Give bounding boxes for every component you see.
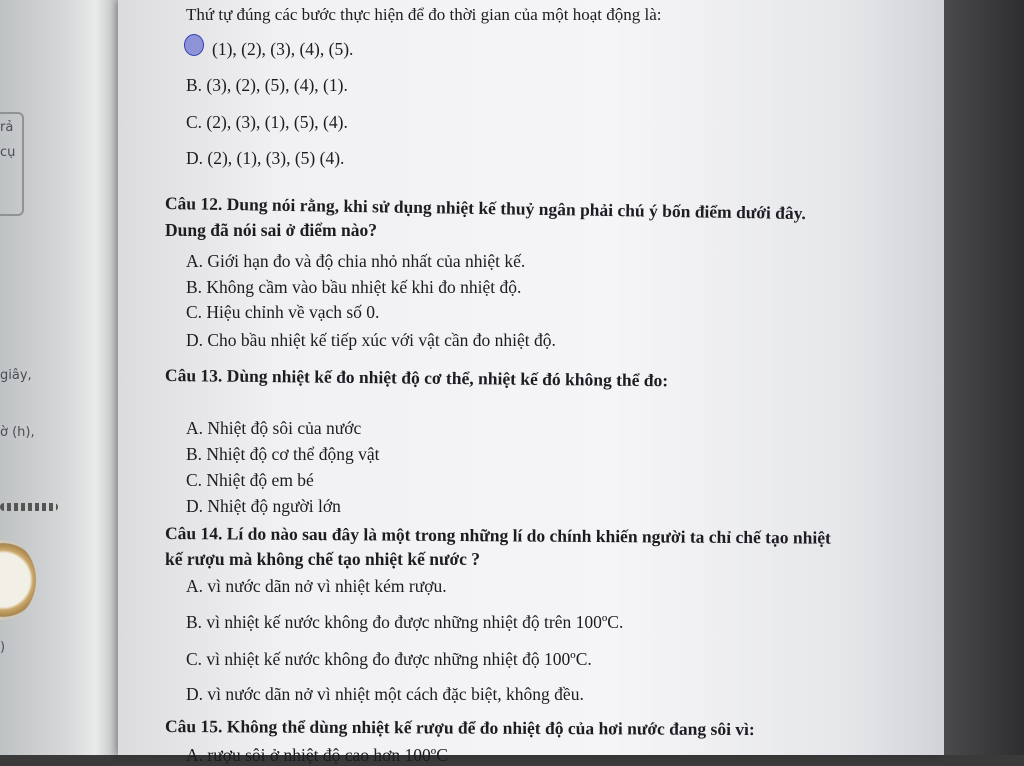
- left-page-fragment: giây,: [0, 368, 32, 383]
- intro-line: Thứ tự đúng các bước thực hiện để đo thời gian của một hoạt động là:: [186, 5, 662, 24]
- q12-title: Câu 12. Dung nói rằng, khi sử dụng nhiệt kế thuỷ ngân phải chú ý bốn điểm dưới đây.: [164, 193, 807, 224]
- left-page-fragment: cụ: [0, 145, 16, 160]
- q12-option-c: C. Hiệu chỉnh về vạch số 0.: [186, 302, 380, 322]
- q13-option-a: A. Nhiệt độ sôi của nước: [186, 418, 362, 438]
- adjacent-book-page: [0, 0, 120, 755]
- background-edge: [944, 0, 1024, 755]
- q11-option-c: C. (2), (3), (1), (5), (4).: [186, 112, 348, 132]
- q12-option-d: D. Cho bầu nhiệt kế tiếp xúc với vật cần đo nhiệt độ.: [186, 330, 556, 350]
- left-page-fragment: ờ (h),: [0, 425, 35, 440]
- q14-title-line2: kế rượu mà không chế tạo nhiệt kế nước ?: [165, 549, 481, 569]
- q14-option-c: C. vì nhiệt kế nước không đo được những nhiệt độ 100ºC.: [186, 649, 592, 669]
- q14-option-d: D. vì nước dãn nở vì nhiệt một cách đặc biệt, không đều.: [186, 684, 584, 704]
- q15-option-a-partial: A. rượu sôi ở nhiệt độ cao hơn 100ºC: [186, 745, 448, 765]
- q11-option-a: (1), (2), (3), (4), (5).: [212, 39, 354, 59]
- left-page-fragment: rả: [0, 120, 14, 135]
- clock-illustration: [0, 540, 36, 620]
- q13-title: Câu 13. Dùng nhiệt kế đo nhiệt độ cơ thể, nhiệt kế đó không thể đo:: [164, 365, 669, 391]
- q11-option-b: B. (3), (2), (5), (4), (1).: [186, 75, 348, 95]
- left-page-fragment: ): [0, 640, 6, 655]
- q14-option-b: B. vì nhiệt kế nước không đo được những nhiệt độ trên 100ºC.: [186, 612, 624, 632]
- q12-title-line2: Dung đã nói sai ở điểm nào?: [165, 220, 377, 240]
- q12-option-a: A. Giới hạn đo và độ chia nhỏ nhất của nhiệt kế.: [186, 251, 526, 271]
- decorative-dots: [0, 503, 58, 511]
- q12-option-b: B. Không cầm vào bầu nhiệt kế khi đo nhiệt độ.: [186, 277, 522, 297]
- q15-title: Câu 15. Không thể dùng nhiệt kế rượu để đo nhiệt độ của hơi nước đang sôi vì:: [164, 716, 755, 740]
- q13-option-b: B. Nhiệt độ cơ thể động vật: [186, 444, 380, 464]
- q14-option-a: A. vì nước dãn nở vì nhiệt kém rượu.: [186, 576, 447, 596]
- q11-option-d: D. (2), (1), (3), (5) (4).: [186, 148, 345, 168]
- q14-title: Câu 14. Lí do nào sau đây là một trong những lí do chính khiến người ta chỉ chế tạo nhiệt: [164, 523, 831, 548]
- selected-answer-marker: [184, 34, 204, 56]
- q13-option-d: D. Nhiệt độ người lớn: [186, 496, 341, 516]
- q13-option-c: C. Nhiệt độ em bé: [186, 470, 314, 490]
